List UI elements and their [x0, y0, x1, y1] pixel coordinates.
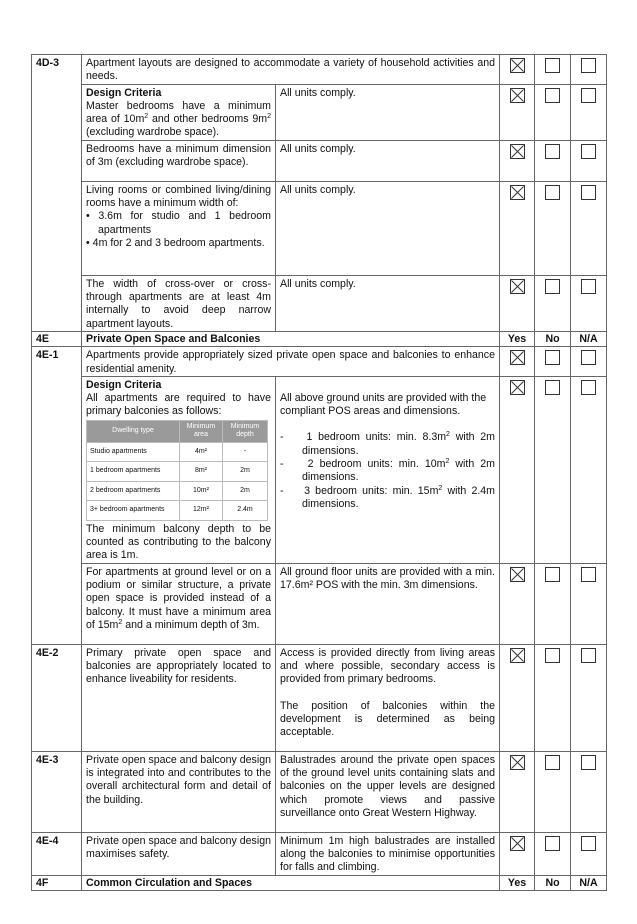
checkbox-yes[interactable] — [510, 185, 525, 200]
checkbox-no[interactable] — [545, 279, 560, 294]
checkbox-no[interactable] — [545, 648, 560, 663]
checkbox-yes[interactable] — [510, 279, 525, 294]
section-header-4e — [32, 331, 607, 346]
checkbox-na[interactable] — [581, 648, 596, 663]
criteria-text: For apartments at ground level or on a podium or similar structure, a private open space is provided instead of a balcony. It must have a minimum area of $15m^2$ and a minimum depth of 3m. — [82, 563, 276, 644]
table-row — [87, 501, 268, 521]
section-code: 4F — [32, 875, 82, 890]
row-4d3-c — [32, 181, 607, 275]
checkbox-na[interactable] — [581, 836, 596, 851]
column-no: No — [535, 331, 571, 346]
response-text: Balustrades around the private open spaces of the ground level units containing slats and balconies on the upper levels are designed which promote views and passive surveillance onto Great Western Highway. — [276, 751, 500, 832]
response-text: Access is provided directly from living areas and where possible, secondary access is provided from primary bedrooms. — [280, 646, 495, 686]
response-text: The position of balconies within the development is determined as being acceptable. — [280, 699, 495, 739]
row-4e1 — [32, 347, 607, 377]
table-cell: 8m² — [180, 462, 223, 482]
column-yes: Yes — [500, 875, 535, 890]
objective-4e1: Apartments provide appropriately sized private open space and balconies to enhance residential amenity. — [82, 347, 500, 377]
column-na: N/A — [571, 875, 607, 890]
checkbox-no[interactable] — [545, 58, 560, 73]
checkbox-no[interactable] — [545, 88, 560, 103]
response-text: All units comply. — [276, 181, 500, 275]
criteria-cell — [82, 181, 276, 275]
checkbox-na[interactable] — [581, 279, 596, 294]
response-text: All units comply. — [276, 84, 500, 140]
table-cell: 3+ bedroom apartments — [87, 501, 180, 521]
balcony-size-table — [86, 420, 268, 521]
list-item: • 4m for 2 and 3 bedroom apartments. — [86, 236, 265, 249]
row-4e1-a — [32, 376, 607, 563]
code-4e4: 4E-4 — [32, 832, 82, 875]
code-4e1: 4E-1 — [32, 347, 82, 644]
code-4e3: 4E-3 — [32, 751, 82, 832]
table-cell: 1 bedroom apartments — [87, 462, 180, 482]
criteria-text: All apartments are required to have primary balconies as follows: — [86, 392, 271, 418]
checkbox-na[interactable] — [581, 58, 596, 73]
criteria-text: Bedrooms have a minimum dimension of 3m (excluding wardrobe space). — [82, 140, 276, 181]
table-cell: 2.4m — [222, 501, 267, 521]
column-header: Minimum depth — [222, 420, 267, 442]
section-title: Private Open Space and Balconies — [82, 331, 500, 346]
criteria-cell — [82, 84, 276, 140]
checkbox-no[interactable] — [545, 185, 560, 200]
checkbox-no[interactable] — [545, 755, 560, 770]
table-cell: 2m — [222, 481, 267, 501]
checkbox-yes[interactable] — [510, 755, 525, 770]
row-4d3-a — [32, 84, 607, 140]
response-text: All above ground units are provided with the compliant POS areas and dimensions. — [280, 391, 487, 418]
criteria-text: Primary private open space and balconies are appropriately located to enhance liveability for residents. — [82, 644, 276, 751]
row-4e2 — [32, 644, 607, 751]
table-cell: 12m² — [180, 501, 223, 521]
checkbox-no[interactable] — [545, 144, 560, 159]
checkbox-yes[interactable] — [510, 350, 525, 365]
table-cell: - — [222, 442, 267, 462]
objective-4d3: Apartment layouts are designed to accommodate a variety of household activities and needs. — [82, 55, 500, 85]
table-header-row — [87, 420, 268, 442]
column-no: No — [535, 875, 571, 890]
criteria-text: Master bedrooms have a minimum area of $10m^2$ and other bedrooms $9m^2$ (excluding wardrobe space). — [86, 99, 271, 139]
table-cell: 2 bedroom apartments — [87, 481, 180, 501]
checkbox-na[interactable] — [581, 380, 596, 395]
section-code: 4E — [32, 331, 82, 346]
list-item: - 3 bedroom units: min. $15m^2$ with 2.4m dimensions. — [280, 484, 495, 510]
table-row — [87, 442, 268, 462]
checkbox-yes[interactable] — [510, 88, 525, 103]
list-item: • 3.6m for studio and 1 bedroom apartments — [86, 210, 271, 236]
checkbox-no[interactable] — [545, 350, 560, 365]
table-cell: Studio apartments — [87, 442, 180, 462]
criteria-text: Living rooms or combined living/dining rooms have a minimum width of: — [86, 183, 271, 210]
column-yes: Yes — [500, 331, 535, 346]
section-title: Common Circulation and Spaces — [82, 875, 500, 890]
response-text: All units comply. — [276, 275, 500, 331]
response-text: All ground floor units are provided with a min. 17.6m² POS with the min. 3m dimensions. — [276, 563, 500, 644]
column-header: Minimum area — [180, 420, 223, 442]
section-header-4f — [32, 875, 607, 890]
table-cell: 2m — [222, 462, 267, 482]
design-criteria-heading: Design Criteria — [86, 378, 162, 391]
checkbox-no[interactable] — [545, 836, 560, 851]
checkbox-na[interactable] — [581, 755, 596, 770]
row-4d3-b — [32, 140, 607, 181]
design-criteria-heading: Design Criteria — [86, 86, 162, 99]
checkbox-no[interactable] — [545, 380, 560, 395]
criteria-cell — [82, 376, 276, 563]
criteria-text: The width of cross-over or cross-through apartments are at least 4m internally to avoid deep narrow apartment layouts. — [82, 275, 276, 331]
code-4e2: 4E-2 — [32, 644, 82, 751]
checkbox-yes[interactable] — [510, 380, 525, 395]
row-4d3 — [32, 55, 607, 85]
list-item: - 1 bedroom units: min. $8.3m^2$ with 2m dimensions. — [280, 431, 495, 457]
list-item: - 2 bedroom units: min. $10m^2$ with 2m dimensions. — [280, 458, 495, 484]
row-4e1-b — [32, 563, 607, 644]
response-cell — [276, 644, 500, 751]
response-cell — [276, 376, 500, 563]
checkbox-na[interactable] — [581, 185, 596, 200]
compliance-table — [31, 54, 607, 891]
table-row — [87, 481, 268, 501]
checkbox-yes[interactable] — [510, 648, 525, 663]
response-text: All units comply. — [276, 140, 500, 181]
table-cell: 10m² — [180, 481, 223, 501]
criteria-text: Private open space and balcony design maximises safety. — [82, 832, 276, 875]
checkbox-na[interactable] — [581, 144, 596, 159]
checkbox-na[interactable] — [581, 88, 596, 103]
row-4e3 — [32, 751, 607, 832]
checkbox-na[interactable] — [581, 350, 596, 365]
criteria-text: The minimum balcony depth to be counted as contributing to the balcony area is 1m. — [86, 522, 271, 562]
column-header: Dwelling type — [87, 420, 180, 442]
table-cell: 4m² — [180, 442, 223, 462]
column-na: N/A — [571, 331, 607, 346]
checkbox-yes[interactable] — [510, 144, 525, 159]
row-4e4 — [32, 832, 607, 875]
code-4d3: 4D-3 — [32, 55, 82, 332]
row-4d3-d — [32, 275, 607, 331]
criteria-text: Private open space and balcony design is integrated into and contributes to the overall architectural form and detail of the building. — [82, 751, 276, 832]
table-row — [87, 462, 268, 482]
checkbox-no[interactable] — [545, 567, 560, 582]
checkbox-yes[interactable] — [510, 836, 525, 851]
checkbox-yes[interactable] — [510, 58, 525, 73]
checkbox-na[interactable] — [581, 567, 596, 582]
response-text: Minimum 1m high balustrades are installed along the balconies to minimise opportunities for falls and climbing. — [276, 832, 500, 875]
checkbox-yes[interactable] — [510, 567, 525, 582]
